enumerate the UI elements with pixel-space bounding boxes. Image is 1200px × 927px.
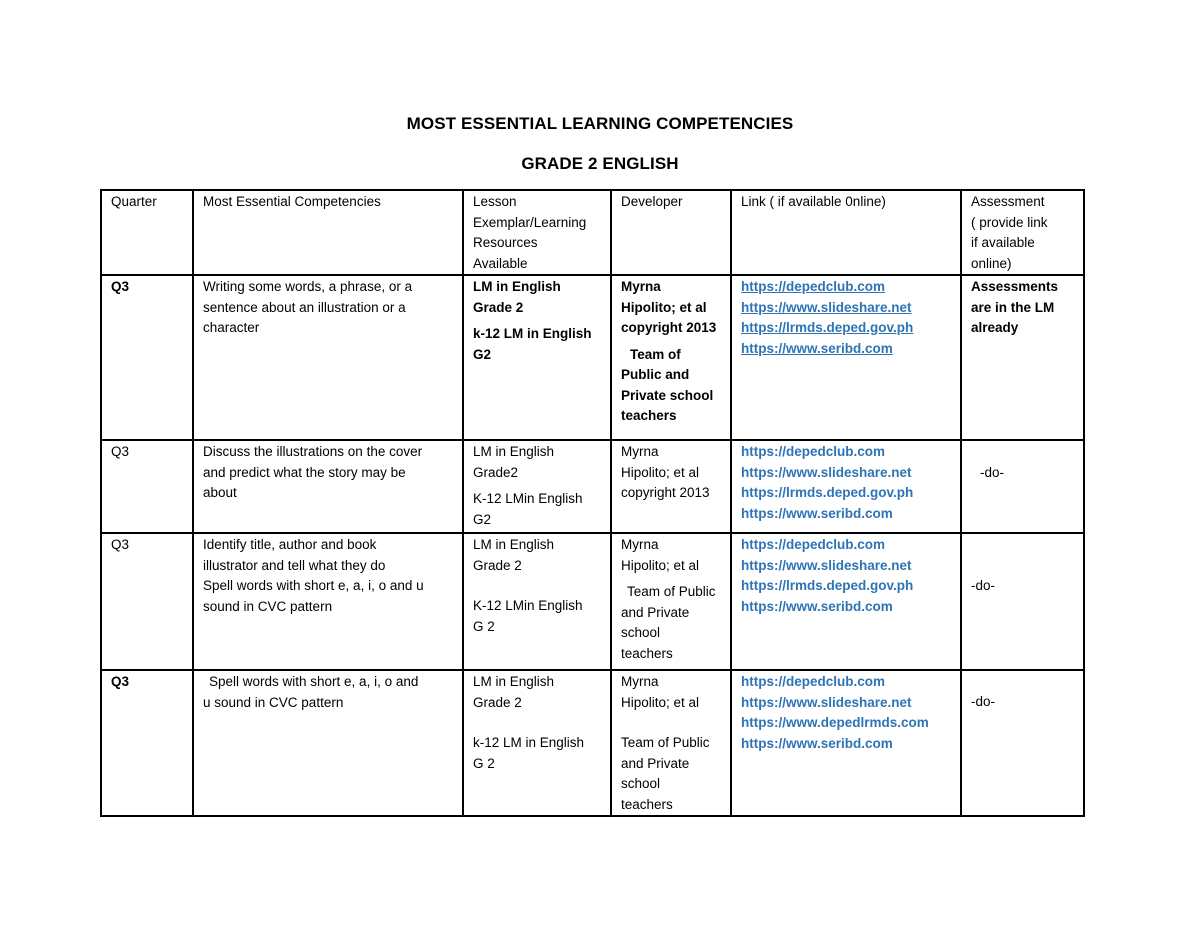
cell-assessment: -do-: [961, 440, 1084, 533]
link-lrmds[interactable]: https://lrmds.deped.gov.ph: [741, 578, 914, 593]
cell-quarter: Q3: [101, 440, 193, 533]
header-assessment: Assessment ( provide link if available online): [961, 190, 1084, 275]
cell-links: [731, 440, 961, 533]
cell-links: [731, 533, 961, 670]
cell-quarter: Q3: [101, 275, 193, 440]
cell-competency: Spell words with short e, a, i, o and u sound in CVC pattern: [193, 670, 463, 816]
cell-quarter: Q3: [101, 533, 193, 670]
table-row: [101, 440, 1084, 533]
header-competencies: Most Essential Competencies: [193, 190, 463, 275]
link-seribd[interactable]: https://www.seribd.com: [741, 505, 893, 521]
cell-links: [731, 275, 961, 440]
table-row: [101, 670, 1084, 816]
cell-lesson: LM in English Grade 2 k-12 LM in English G 2: [463, 670, 611, 816]
link-slideshare[interactable]: https://www.slideshare.net: [741, 694, 912, 710]
link-slideshare[interactable]: https://www.slideshare.net: [741, 557, 912, 573]
cell-links: [731, 670, 961, 816]
link-seribd[interactable]: https://www.seribd.com: [741, 598, 893, 614]
cell-assessment: -do-: [961, 533, 1084, 670]
cell-developer: Myrna Hipolito; et al copyright 2013 Team of Public and Private school teachers: [611, 275, 731, 440]
link-slideshare[interactable]: https://www.slideshare.net: [741, 299, 912, 315]
cell-assessment: -do-: [961, 670, 1084, 816]
cell-competency: Identify title, author and book illustrator and tell what they do Spell words with short e, a, i, o and u sound in CVC pattern: [193, 533, 463, 670]
link-depedclub[interactable]: https://depedclub.com: [741, 537, 886, 552]
table-header-row: [101, 190, 1084, 275]
link-seribd[interactable]: https://www.seribd.com: [741, 340, 893, 356]
header-lesson: Lesson Exemplar/Learning Resources Available: [463, 190, 611, 275]
link-depedclub[interactable]: https://depedclub.com: [741, 444, 886, 459]
link-lrmds[interactable]: https://lrmds.deped.gov.ph: [741, 320, 914, 335]
link-lrmds[interactable]: https://lrmds.deped.gov.ph: [741, 485, 914, 500]
link-depedclub[interactable]: https://depedclub.com: [741, 279, 886, 294]
competencies-table: [100, 189, 1085, 817]
cell-lesson: LM in English Grade 2 k-12 LM in English G2: [463, 275, 611, 440]
header-link: Link ( if available 0nline): [731, 190, 961, 275]
link-depedclub[interactable]: https://depedclub.com: [741, 674, 886, 689]
document-title: MOST ESSENTIAL LEARNING COMPETENCIES: [406, 114, 794, 133]
header-quarter: Quarter: [101, 190, 193, 275]
cell-quarter: Q3: [101, 670, 193, 816]
cell-developer: Myrna Hipolito; et al copyright 2013: [611, 440, 731, 533]
link-depedlrmds[interactable]: https://www.depedlrmds.com: [741, 715, 929, 730]
cell-developer: Myrna Hipolito; et al Team of Public and Private school teachers: [611, 670, 731, 816]
header-developer: Developer: [611, 190, 731, 275]
cell-competency: Discuss the illustrations on the cover and predict what the story may be about: [193, 440, 463, 533]
cell-assessment: Assessments are in the LM already: [961, 275, 1084, 440]
cell-competency: Writing some words, a phrase, or a sentence about an illustration or a character: [193, 275, 463, 440]
cell-lesson: LM in English Grade 2 K-12 LMin English G 2: [463, 533, 611, 670]
cell-developer: Myrna Hipolito; et al Team of Public and Private school teachers: [611, 533, 731, 670]
document-subtitle: GRADE 2 ENGLISH: [521, 154, 679, 173]
link-slideshare[interactable]: https://www.slideshare.net: [741, 464, 912, 480]
table-row: [101, 533, 1084, 670]
cell-lesson: LM in English Grade2 K-12 LMin English G2: [463, 440, 611, 533]
link-seribd[interactable]: https://www.seribd.com: [741, 735, 893, 751]
table-row: [101, 275, 1084, 440]
